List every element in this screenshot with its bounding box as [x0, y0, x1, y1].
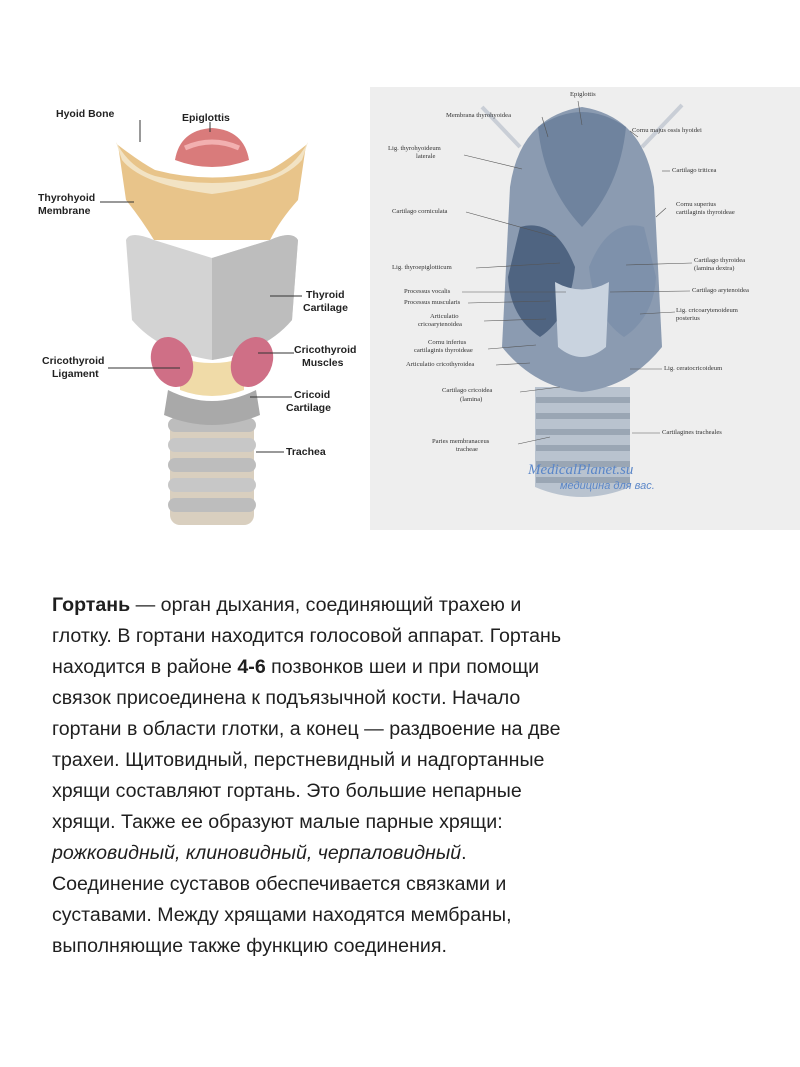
label-cricothyroid-ligament-1: Cricothyroid [42, 355, 105, 367]
text-line-6: трахеи. Щитовидный, перстневидный и надгортанные [52, 749, 545, 771]
watermark-site: MedicalPlanet.su [528, 462, 634, 478]
text-line-8: хрящи. Также ее образуют малые парные хрящи: [52, 811, 503, 833]
label-hyoid-bone: Hyoid Bone [56, 108, 115, 120]
label-thyrohyoid-membrane-2: Membrane [38, 205, 91, 217]
rlabel-epiglottis: Epiglottis [570, 91, 596, 98]
trachea-shape [168, 415, 256, 525]
label-cricothyroid-muscles-1: Cricothyroid [294, 344, 357, 356]
rlabel-cartilago-corniculata: Cartilago corniculata [392, 208, 448, 215]
rlabel-cartilago-thyroidea-2: (lamina dextra) [694, 265, 735, 272]
rlabel-cartilago-arytenoidea: Cartilago arytenoidea [692, 287, 749, 294]
rlabel-cornu-inferius-1: Cornu inferius [428, 339, 467, 346]
label-cricothyroid-ligament-2: Ligament [52, 368, 99, 380]
vertebrae-range: 4-6 [237, 656, 266, 678]
larynx-anterior-figure [30, 90, 370, 550]
label-cricoid-cartilage-2: Cartilage [286, 402, 331, 414]
rlabel-cornu-inferius-2: cartilaginis thyroideae [414, 347, 473, 354]
rlabel-lig-thyrohyoideum-1: Lig. thyrohyoideum [388, 145, 441, 152]
rlabel-lig-thyroepiglotticum: Lig. thyroepiglotticum [392, 264, 452, 271]
text-line-4: связок присоединена к подъязычной кости. Начало [52, 687, 521, 709]
rlabel-cartilago-thyroidea-1: Cartilago thyroidea [694, 257, 746, 264]
posterior-larynx-shape [482, 105, 682, 497]
text-line-1: Гортань — орган дыхания, соединяющий трахею и [52, 594, 522, 616]
term-larynx: Гортань [52, 594, 131, 616]
rlabel-lig-cricoarytenoideum-2: posterius [676, 315, 700, 322]
rlabel-lig-ceratocricoideum: Lig. ceratocricoideum [664, 365, 723, 372]
rlabel-articulatio-cricoarytenoidea-1: Articulatio [430, 313, 459, 320]
label-thyrohyoid-membrane-1: Thyrohyoid [38, 192, 96, 204]
paired-cartilages: рожковидный, клиновидный, черпаловидный [52, 842, 462, 864]
rlabel-cornu-superius-1: Cornu superius [676, 201, 717, 208]
rlabel-cornu-majus: Cornu majus ossis hyoidei [632, 127, 702, 134]
rlabel-cornu-superius-2: cartilaginis thyroideae [676, 209, 735, 216]
label-thyroid-cartilage-1: Thyroid [306, 289, 345, 301]
text-line-10: Соединение суставов обеспечивается связками и [52, 873, 507, 895]
rlabel-processus-vocalis: Processus vocalis [404, 288, 451, 295]
text-line-11: суставами. Между хрящами находятся мембраны, [52, 904, 512, 926]
text-line-5: гортани в области глотки, а конец — раздвоение на две [52, 718, 561, 740]
text-line-7: хрящи составляют гортань. Это большие непарные [52, 780, 522, 802]
rlabel-membrana-thyrohyoidea: Membrana thyrohyoidea [446, 112, 512, 119]
rlabel-articulatio-cricothyroidea: Articulatio cricothyroidea [406, 361, 475, 368]
rlabel-lig-thyrohyoideum-2: laterale [416, 153, 436, 160]
label-trachea: Trachea [286, 446, 326, 458]
rlabel-cartilago-cricoidea-1: Cartilago cricoidea [442, 387, 493, 394]
text-line-9: рожковидный, клиновидный, черпаловидный. [52, 842, 467, 864]
text-line-12: выполняющие также функцию соединения. [52, 935, 447, 957]
rlabel-cartilagines-tracheales: Cartilagines tracheales [662, 429, 722, 436]
rlabel-cartilago-triticea: Cartilago triticea [672, 167, 717, 174]
rlabel-cartilago-cricoidea-2: (lamina) [460, 396, 483, 403]
label-epiglottis: Epiglottis [182, 112, 230, 124]
label-cricothyroid-muscles-2: Muscles [302, 357, 344, 369]
larynx-anterior-drawing [30, 90, 370, 550]
rlabel-articulatio-cricoarytenoidea-2: cricoarytenoidea [418, 321, 462, 328]
text-line-2: глотку. В гортани находится голосовой аппарат. Гортань [52, 625, 562, 647]
watermark-tagline: медицина для вас. [560, 480, 655, 492]
label-cricoid-cartilage-1: Cricoid [294, 389, 331, 401]
rlabel-processus-muscularis: Processus muscularis [404, 299, 461, 306]
rlabel-paries-membranaceus-2: tracheae [456, 446, 478, 453]
text-line-3: находится в районе 4-6 позвонков шеи и при помощи [52, 656, 540, 678]
rlabel-lig-cricoarytenoideum-1: Lig. cricoarytenoideum [676, 307, 738, 314]
description-paragraph [52, 590, 772, 962]
rlabel-paries-membranaceus-1: Paries membranaceus [432, 438, 490, 445]
label-thyroid-cartilage-2: Cartilage [303, 302, 348, 314]
